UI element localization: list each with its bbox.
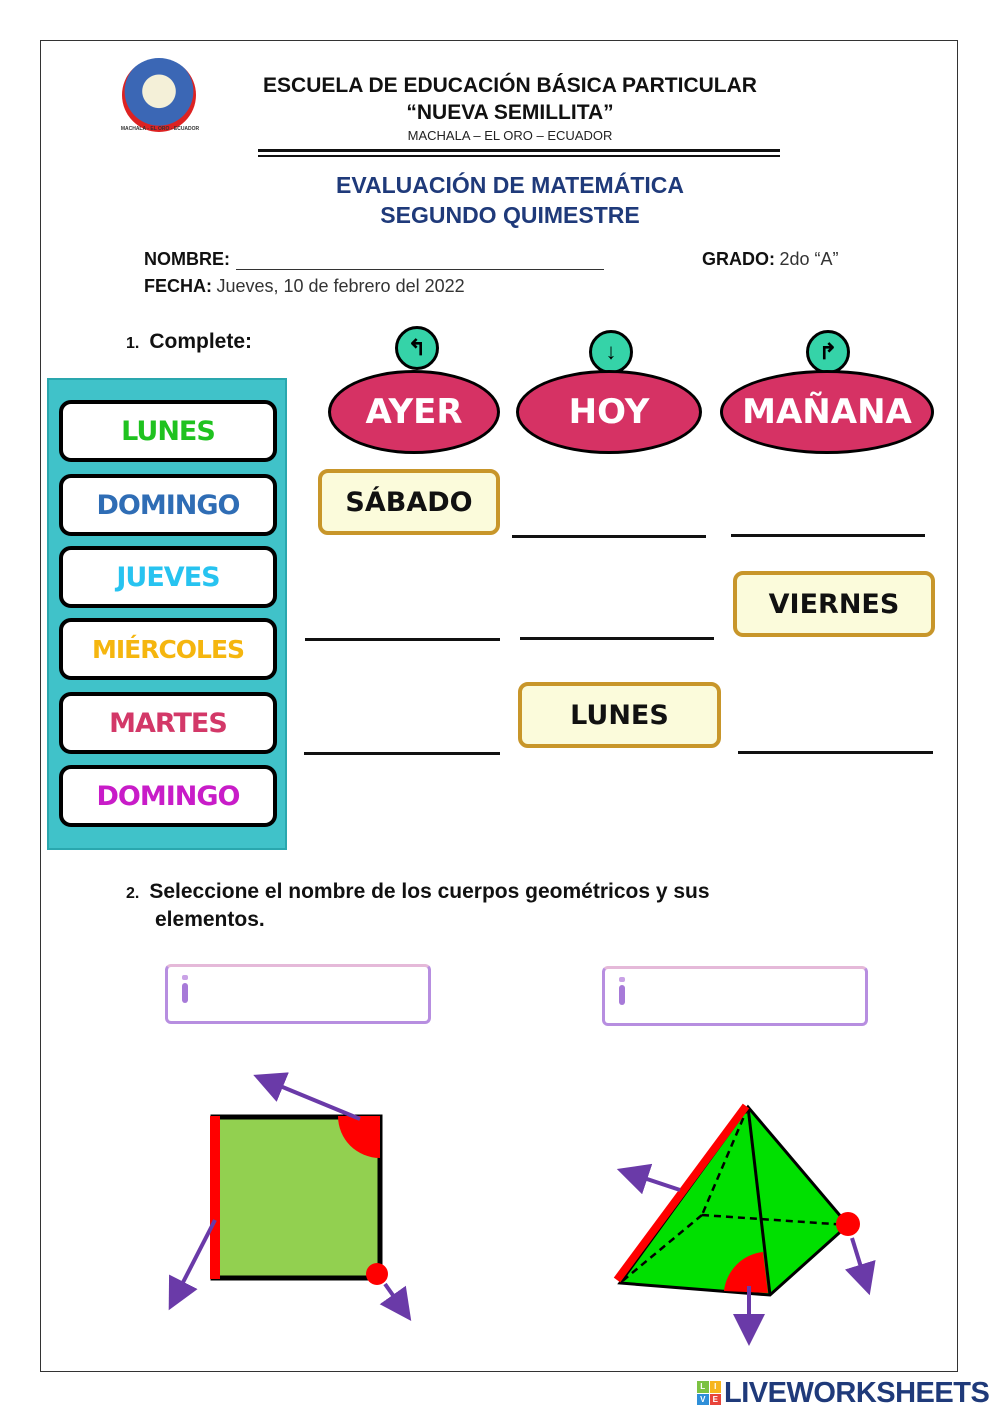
answer-blank-hoy-row2[interactable] — [520, 637, 714, 640]
school-logo — [122, 58, 196, 132]
answer-blank-hoy-row1[interactable] — [512, 535, 706, 538]
word-bank-item[interactable] — [59, 618, 277, 680]
question-2-heading — [126, 880, 846, 932]
word-bank-item[interactable] — [59, 692, 277, 754]
school-name: ESCUELA DE EDUCACIÓN BÁSICA PARTICULAR — [263, 74, 757, 97]
fecha-field — [144, 276, 465, 297]
fecha-label: FECHA: — [144, 276, 212, 296]
question-number: 1. — [126, 335, 140, 352]
nombre-field — [144, 249, 604, 270]
word-label: MARTES — [109, 707, 227, 739]
word-label: MIÉRCOLES — [91, 634, 245, 664]
answer-blank-manana-row3[interactable] — [738, 751, 933, 754]
nombre-label: NOMBRE: — [144, 249, 230, 269]
question-number: 2. — [126, 885, 140, 902]
answer-blank-ayer-row3[interactable] — [304, 752, 500, 755]
pyramid-figure — [600, 1090, 880, 1350]
given-day-lunes: LUNES — [518, 682, 721, 748]
word-bank-item[interactable] — [59, 474, 277, 536]
shape-name-dropdown-2[interactable] — [602, 966, 868, 1026]
grado-field — [702, 249, 838, 270]
logo-caption: MACHALA - EL ORO - ECUADOR — [120, 126, 200, 132]
logo-letter: I — [710, 1381, 722, 1393]
word-label: JUEVES — [116, 561, 220, 593]
header-divider — [258, 149, 780, 152]
given-day-sabado: SÁBADO — [318, 469, 500, 535]
word-bank-item[interactable] — [59, 765, 277, 827]
word-bank-item[interactable] — [59, 400, 277, 462]
evaluation-title — [200, 170, 820, 230]
evaluation-title-line2: SEGUNDO QUIMESTRE — [380, 202, 640, 228]
question-title: Complete: — [149, 330, 253, 353]
header-divider — [258, 155, 780, 157]
column-header-hoy: HOY — [516, 370, 702, 454]
column-header-manana: MAÑANA — [720, 370, 934, 454]
liveworksheets-brand[interactable] — [697, 1376, 989, 1410]
vertex-highlight — [836, 1212, 860, 1236]
fecha-value: Jueves, 10 de febrero del 2022 — [216, 276, 465, 296]
shape-name-dropdown-1[interactable] — [165, 964, 431, 1024]
school-subname: “NUEVA SEMILLITA” — [406, 101, 614, 124]
logo-letter: L — [697, 1381, 709, 1393]
arrow-turn-left-icon: ↰ — [395, 326, 439, 370]
question-title-line1: Seleccione el nombre de los cuerpos geométricos y sus — [149, 880, 710, 903]
word-label: DOMINGO — [96, 780, 240, 812]
word-bank-item[interactable] — [59, 546, 277, 608]
edge-highlight — [210, 1116, 220, 1279]
grado-label: GRADO: — [702, 249, 775, 269]
question-1-heading — [126, 330, 252, 354]
liveworksheets-logo-icon — [697, 1381, 721, 1405]
logo-letter: V — [697, 1394, 709, 1406]
answer-blank-manana-row1[interactable] — [731, 534, 925, 537]
brand-name: LIVEWORKSHEETS — [724, 1376, 990, 1409]
nombre-input-line — [236, 251, 604, 270]
dropdown-indicator-icon — [182, 983, 188, 1003]
square-figure — [160, 1060, 420, 1330]
question-title-line2: elementos. — [155, 908, 265, 931]
arrow-turn-right-icon: ↱ — [806, 330, 850, 374]
column-header-ayer: AYER — [328, 370, 500, 454]
word-bank-panel — [47, 378, 287, 850]
grado-value: 2do “A” — [779, 249, 839, 269]
vertex-highlight — [366, 1263, 388, 1285]
given-day-viernes: VIERNES — [733, 571, 935, 637]
word-label: DOMINGO — [96, 489, 240, 521]
logo-letter: E — [710, 1394, 722, 1406]
word-label: LUNES — [121, 415, 215, 447]
arrow-down-icon: ↓ — [589, 330, 633, 374]
evaluation-title-line1: EVALUACIÓN DE MATEMÁTICA — [336, 172, 684, 198]
answer-blank-ayer-row2[interactable] — [305, 638, 500, 641]
dropdown-indicator-icon — [619, 985, 625, 1005]
school-location: MACHALA – EL ORO – ECUADOR — [407, 128, 613, 143]
